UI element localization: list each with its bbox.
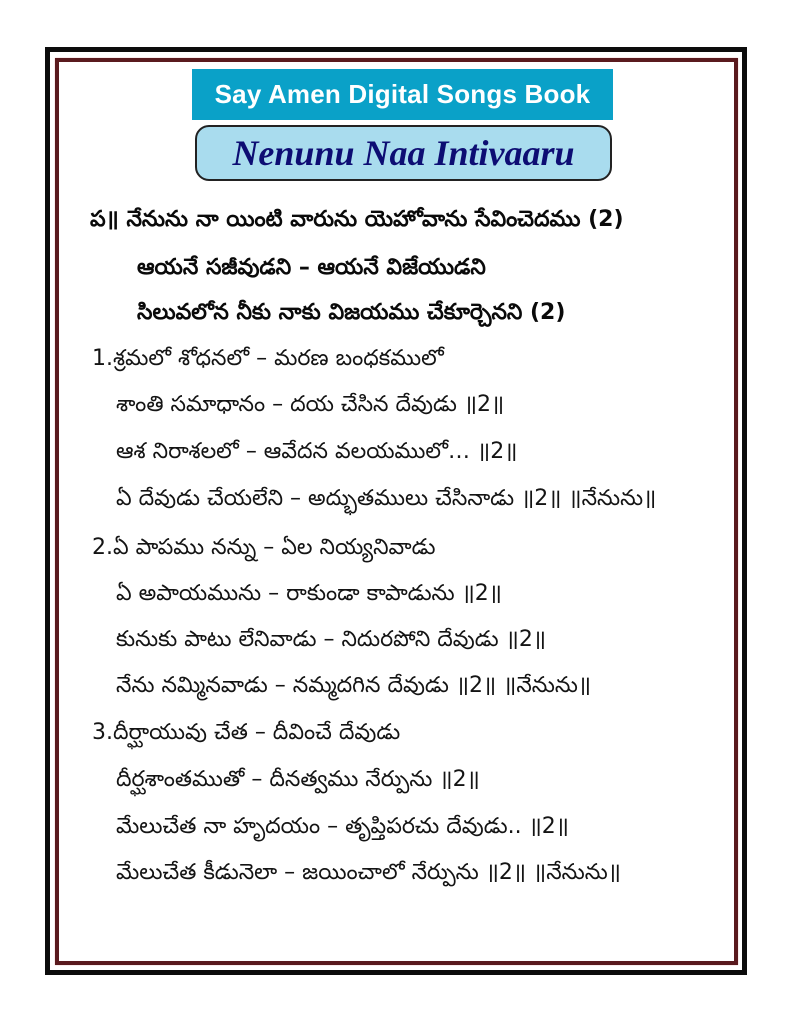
chorus-line: సిలువలోన నీకు నాకు విజయము చేకూర్చెనని (2): [137, 300, 566, 325]
stanza-2-line: 2.ఏ పాపము నన్ను – ఏల నియ్యనివాడు: [92, 535, 436, 560]
stanza-3-line: మేలుచేత నా హృదయం – తృప్తిపరచు దేవుడు.. ॥2॥: [116, 814, 569, 839]
song-title: Nenunu Naa Intivaaru: [195, 125, 612, 181]
stanza-2-line: నేను నమ్మినవాడు – నమ్మదగిన దేవుడు ॥2॥ ॥నేనును॥: [116, 673, 592, 698]
stanza-1-line: 1.శ్రమలో శోధనలో – మరణ బంధకములో: [92, 346, 444, 371]
songbook-banner: Say Amen Digital Songs Book: [192, 69, 613, 120]
chorus-line: ప॥ నేనును నా యింటి వారును యెహోవాను సేవించెదము (2): [90, 207, 624, 232]
chorus-line: ఆయనే సజీవుడని – ఆయనే విజేయుడని: [137, 255, 486, 280]
stanza-1-line: ఏ దేవుడు చేయలేని – అద్భుతములు చేసినాడు ॥2॥ ॥నేనును॥: [116, 486, 657, 511]
stanza-3-line: 3.దీర్ఘాయువు చేత – దీవించే దేవుడు: [92, 720, 401, 745]
stanza-3-line: మేలుచేత కీడునెలా – జయించాలో నేర్పును ॥2॥ ॥నేనును॥: [116, 860, 621, 885]
stanza-1-line: శాంతి సమాధానం – దయ చేసిన దేవుడు ॥2॥: [116, 392, 505, 417]
stanza-3-line: దీర్ఘశాంతముతో – దీనత్వము నేర్పును ॥2॥: [116, 767, 480, 792]
stanza-2-line: కునుకు పాటు లేనివాడు – నిదురపోని దేవుడు ॥2॥: [116, 627, 547, 652]
stanza-2-line: ఏ అపాయమును – రాకుండా కాపాడును ॥2॥: [116, 581, 502, 606]
stanza-1-line: ఆశ నిరాశలలో – ఆవేదన వలయములో… ॥2॥: [116, 439, 518, 464]
